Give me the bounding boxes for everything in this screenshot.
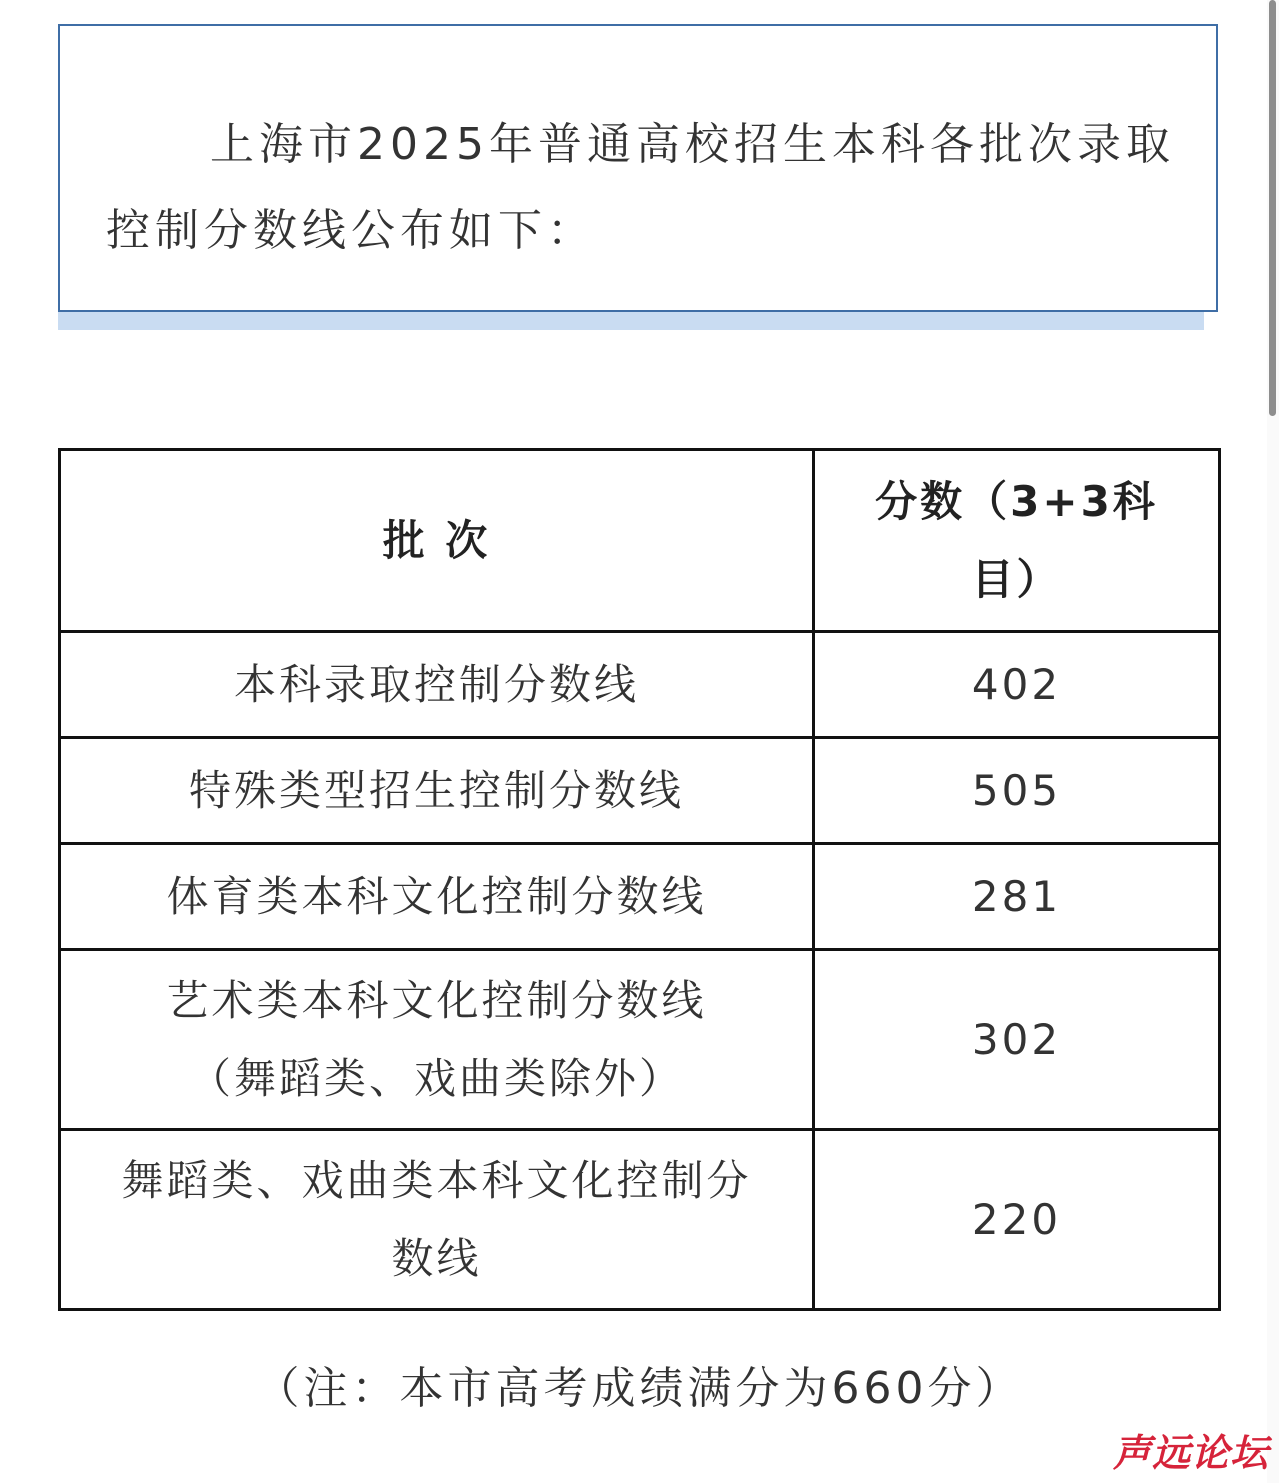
table-row [60,1130,1220,1310]
batch-cell: 特殊类型招生控制分数线 [60,738,814,844]
intro-text: 上海市2025年普通高校招生本科各批次录取控制分数线公布如下： [106,119,1175,256]
table-row [60,632,1220,738]
batch-cell: 艺术类本科文化控制分数线（舞蹈类、戏曲类除外） [60,950,814,1130]
table-header-row [60,450,1220,632]
header-batch: 批 次 [60,450,814,632]
table-row [60,950,1220,1130]
table-row [60,844,1220,950]
intro-box [58,24,1218,312]
intro-box-shadow [58,312,1204,330]
score-cell: 302 [814,950,1220,1130]
score-table [58,448,1221,1311]
score-cell: 220 [814,1130,1220,1310]
batch-cell: 体育类本科文化控制分数线 [60,844,814,950]
header-score: 分数（3+3科目） [814,450,1220,632]
score-cell: 281 [814,844,1220,950]
footnote: （注：本市高考成绩满分为660分） [255,1363,1024,1414]
score-cell: 505 [814,738,1220,844]
watermark-logo: 声远论坛 [1112,1431,1269,1475]
scrollbar-track[interactable] [1267,0,1279,1483]
batch-cell: 舞蹈类、戏曲类本科文化控制分数线 [60,1130,814,1310]
score-cell: 402 [814,632,1220,738]
batch-cell: 本科录取控制分数线 [60,632,814,738]
scrollbar-thumb[interactable] [1269,0,1276,416]
table-row [60,738,1220,844]
